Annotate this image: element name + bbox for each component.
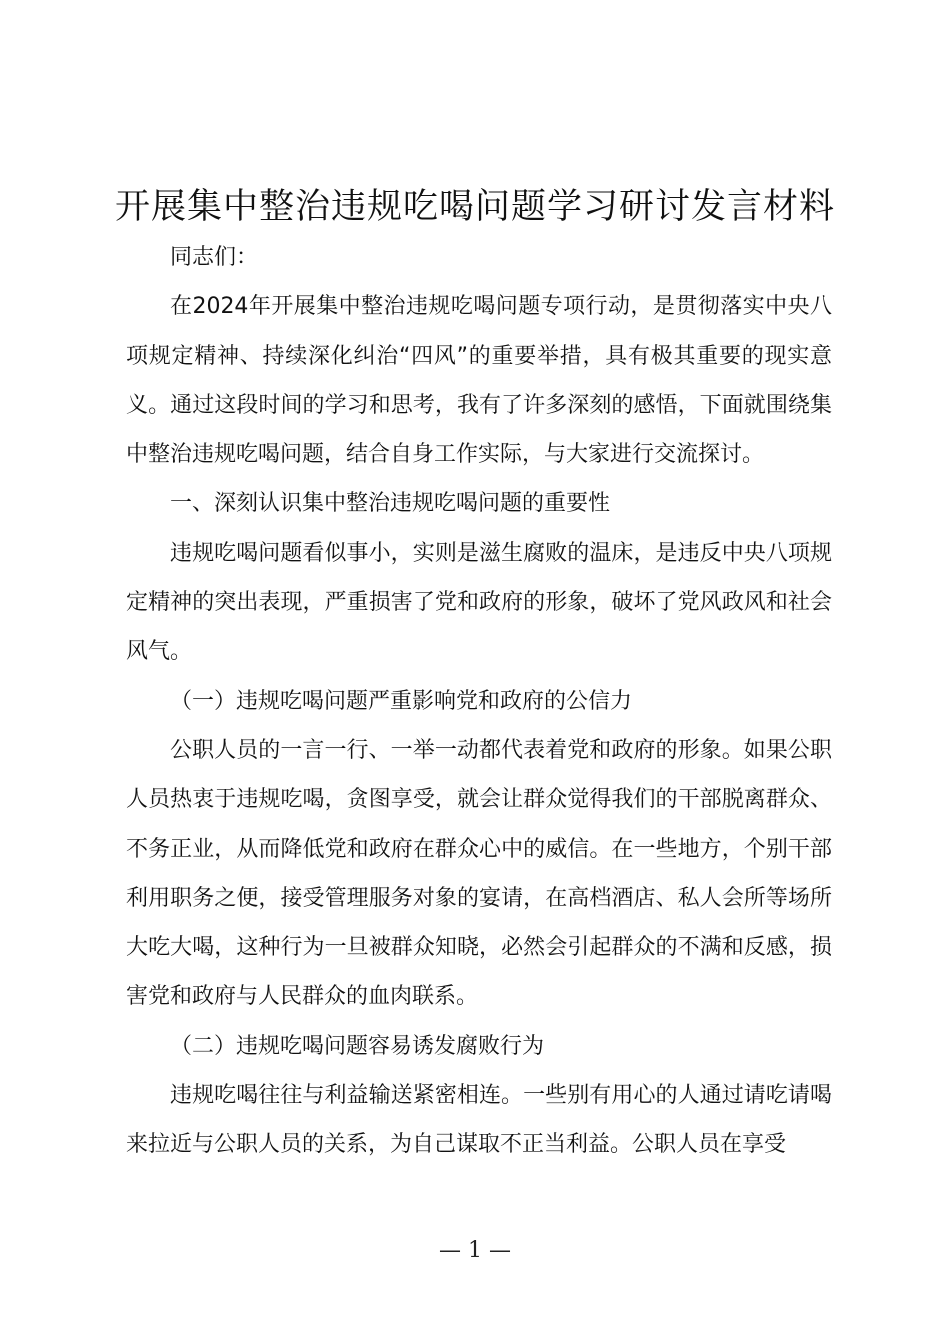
document-body: [126, 233, 832, 1170]
subsection-heading-2: （二）违规吃喝问题容易诱发腐败行为: [170, 1033, 545, 1059]
subsection-heading-1: （一）违规吃喝问题严重影响党和政府的公信力: [170, 688, 633, 714]
paragraph-subsection-2: 违规吃喝往往与利益输送紧密相连。一些别有用心的人通过请吃请喝来拉近与公职人员的关系，为自己谋取不正当利益。公职人员在享受: [126, 1083, 832, 1158]
paragraph-subsection-1: 公职人员的一言一行、一举一动都代表着党和政府的形象。如果公职人员热衷于违规吃喝，贪图享受，就会让群众觉得我们的干部脱离群众、不务正业，从而降低党和政府在群众心中的威信。在一些地方，个别干部利用职务之便，接受管理服务对象的宴请，在高档酒店、私人会所等场所大吃大喝，这种行为一旦被群众知晓，必然会引起群众的不满和反感，损害党和政府与人民群众的血肉联系。: [126, 737, 832, 1010]
document-title: 开展集中整治违规吃喝问题学习研讨发言材料: [114, 187, 835, 227]
salutation: 同志们：: [170, 245, 259, 270]
page-number: — 1 —: [439, 1238, 511, 1263]
section-heading-1: 一、深刻认识集中整治违规吃喝问题的重要性: [170, 491, 611, 517]
paragraph-intro: 在2024年开展集中整治违规吃喝问题专项行动，是贯彻落实中央八项规定精神、持续深化纠治“四风”的重要举措，具有极其重要的现实意义。通过这段时间的学习和思考，我有了许多深刻的感悟，下面就围绕集中整治违规吃喝问题，结合自身工作实际，与大家进行交流探讨。: [126, 294, 832, 468]
paragraph-section-1: 违规吃喝问题看似事小，实则是滋生腐败的温床，是违反中央八项规定精神的突出表现，严重损害了党和政府的形象，破坏了党风政风和社会风气。: [126, 540, 832, 665]
